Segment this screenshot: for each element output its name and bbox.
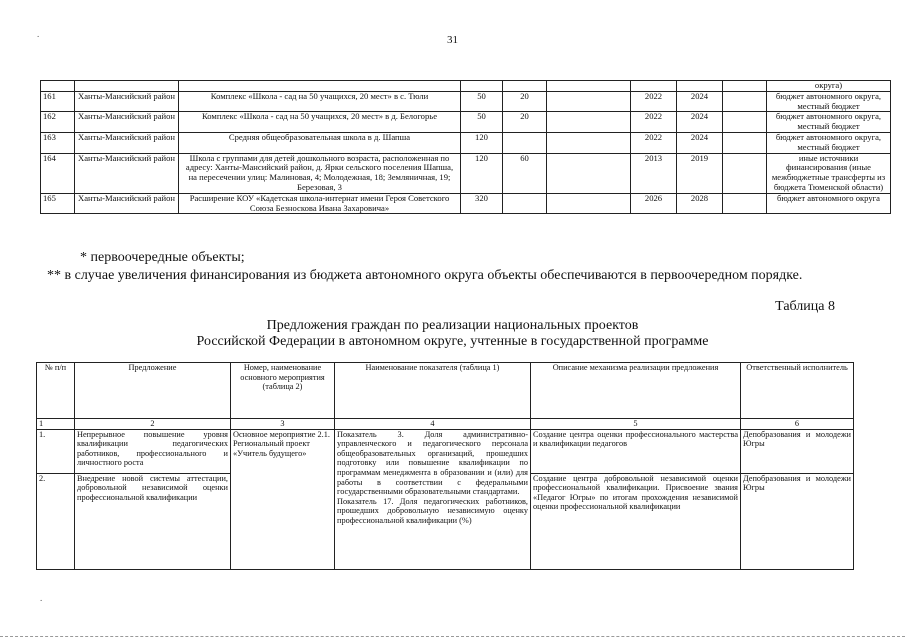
proposals-table [36, 362, 854, 570]
table-title-line2: Российской Федерации в автономном округе, учтенные в государственной программе [196, 334, 709, 349]
row-number: 1. [37, 429, 75, 473]
table-row [41, 91, 891, 112]
table-row [41, 132, 891, 153]
object-name-cell: Комплекс «Школа - сад на 50 учащихся, 20 мест» в д. Белогорье [179, 112, 461, 133]
end-year-cell: 2024 [677, 91, 723, 112]
empty-cell [547, 153, 631, 193]
row-number: 164 [41, 153, 75, 193]
table-row [41, 153, 891, 193]
header-mechanism: Описание механизма реализации предложения [531, 363, 741, 419]
executor-cell: Депобразования и молодежи Югры [741, 473, 854, 569]
empty-cell [547, 193, 631, 214]
object-name-cell: Средняя общеобразовательная школа в д. Шапша [179, 132, 461, 153]
table-row [41, 81, 891, 92]
object-name-cell: Расширение КОУ «Кадетская школа-интернат имени Героя Советского Союза Безноскова Ивана Захаровича» [179, 193, 461, 214]
footnote-funding: ** в случае увеличения финансирования из бюджета автономного округа объекты обеспечиваются в первоочередном порядке. [47, 268, 803, 283]
footnote-priority: * первоочередные объекты; [80, 250, 245, 265]
column-number: 2 [75, 419, 231, 430]
header-proposal: Предложение [75, 363, 231, 419]
mechanism-cell: Создание центра добровольной независимой оценки профессиональной квалификации. Присвоение звания «Педагог Югры» по итогам прохождения независимой оценки профессиональной квалификации [531, 473, 741, 569]
end-year-cell: 2019 [677, 153, 723, 193]
table-row [37, 429, 854, 473]
empty-cell [547, 112, 631, 133]
objects-table [40, 80, 891, 214]
column-number: 1 [37, 419, 75, 430]
column-number: 6 [741, 419, 854, 430]
row-number: 2. [37, 473, 75, 569]
page-edge-line [0, 636, 905, 637]
start-year-cell: 2022 [631, 91, 677, 112]
end-year-cell: 2028 [677, 193, 723, 214]
indicator-17: Показатель 17. Доля педагогических работников, прошедших добровольную независимую оценку профессиональной квалификации (%) [337, 496, 528, 525]
capacity-cell [503, 193, 547, 214]
district-cell: Ханты-Мансийский район [75, 91, 179, 112]
object-name-cell: Школа с группами для детей дошкольного возраста, расположенная по адресу: Ханты-Мансийский район, д. Ярки сельского поселения Шапша, на пересечении улиц: Малиновая, 4; Молодежная, 18; Земляничная, 19; Березовая, 3 [179, 153, 461, 193]
proposal-cell: Внедрение новой системы аттестации, добровольной независимой оценки профессиональной квалификации [75, 473, 231, 569]
continuation-note: округа) [767, 81, 891, 92]
mechanism-cell: Создание центра оценки профессионального мастерства и квалификации педагогов [531, 429, 741, 473]
page-number: 31 [447, 34, 458, 46]
header-executor: Ответственный исполнитель [741, 363, 854, 419]
capacity-cell: 50 [461, 112, 503, 133]
row-number: 161 [41, 91, 75, 112]
table-row [41, 112, 891, 133]
capacity-cell: 20 [503, 112, 547, 133]
funding-source-cell: бюджет автономного округа, местный бюджет [767, 91, 891, 112]
empty-cell [547, 91, 631, 112]
capacity-cell: 60 [503, 153, 547, 193]
column-number: 3 [231, 419, 335, 430]
start-year-cell: 2013 [631, 153, 677, 193]
measure-cell: Основное мероприятие 2.1. Региональный проект «Учитель будущего» [231, 429, 335, 569]
row-number: 162 [41, 112, 75, 133]
row-number: 165 [41, 193, 75, 214]
capacity-cell [503, 132, 547, 153]
indicator-cell [335, 429, 531, 569]
header-row [37, 363, 854, 419]
executor-cell: Депобразования и молодежи Югры [741, 429, 854, 473]
funding-source-cell: бюджет автономного округа [767, 193, 891, 214]
proposal-cell: Непрерывное повышение уровня квалификации педагогических работников, профессионального и личностного роста [75, 429, 231, 473]
start-year-cell: 2026 [631, 193, 677, 214]
header-indicator: Наименование показателя (таблица 1) [335, 363, 531, 419]
table-label: Таблица 8 [775, 299, 835, 314]
funding-source-cell: иные источники финансирования (иные межбюджетные трансферты из бюджета Тюменской области) [767, 153, 891, 193]
district-cell: Ханты-Мансийский район [75, 112, 179, 133]
capacity-cell: 120 [461, 153, 503, 193]
district-cell: Ханты-Мансийский район [75, 193, 179, 214]
district-cell: Ханты-Мансийский район [75, 132, 179, 153]
column-number-row [37, 419, 854, 430]
end-year-cell: 2024 [677, 132, 723, 153]
start-year-cell: 2022 [631, 132, 677, 153]
scan-mark: . [40, 593, 43, 603]
table-row [41, 193, 891, 214]
object-name-cell: Комплекс «Школа - сад на 50 учащихся, 20 мест» в с. Тюли [179, 91, 461, 112]
funding-source-cell: бюджет автономного округа, местный бюджет [767, 112, 891, 133]
header-measure: Номер, наименование основного мероприятия (таблица 2) [231, 363, 335, 419]
scan-mark: . [37, 29, 40, 39]
capacity-cell: 320 [461, 193, 503, 214]
capacity-cell: 20 [503, 91, 547, 112]
district-cell: Ханты-Мансийский район [75, 153, 179, 193]
row-number: 163 [41, 132, 75, 153]
start-year-cell: 2022 [631, 112, 677, 133]
header-number: № п/п [37, 363, 75, 419]
indicator-3: Показатель 3. Доля административно-управленческого и педагогического персонала общеобразовательных организаций, прошедших подготовку или повышение квалификации по программам менеджмента в образовании и (или) для работы в соответствии с федеральными государственными образовательными стандартами. [337, 429, 528, 497]
capacity-cell: 50 [461, 91, 503, 112]
end-year-cell: 2024 [677, 112, 723, 133]
funding-source-cell: бюджет автономного округа, местный бюджет [767, 132, 891, 153]
table-title-line1: Предложения граждан по реализации национальных проектов [266, 318, 639, 333]
empty-cell [547, 132, 631, 153]
capacity-cell: 120 [461, 132, 503, 153]
column-number: 4 [335, 419, 531, 430]
column-number: 5 [531, 419, 741, 430]
